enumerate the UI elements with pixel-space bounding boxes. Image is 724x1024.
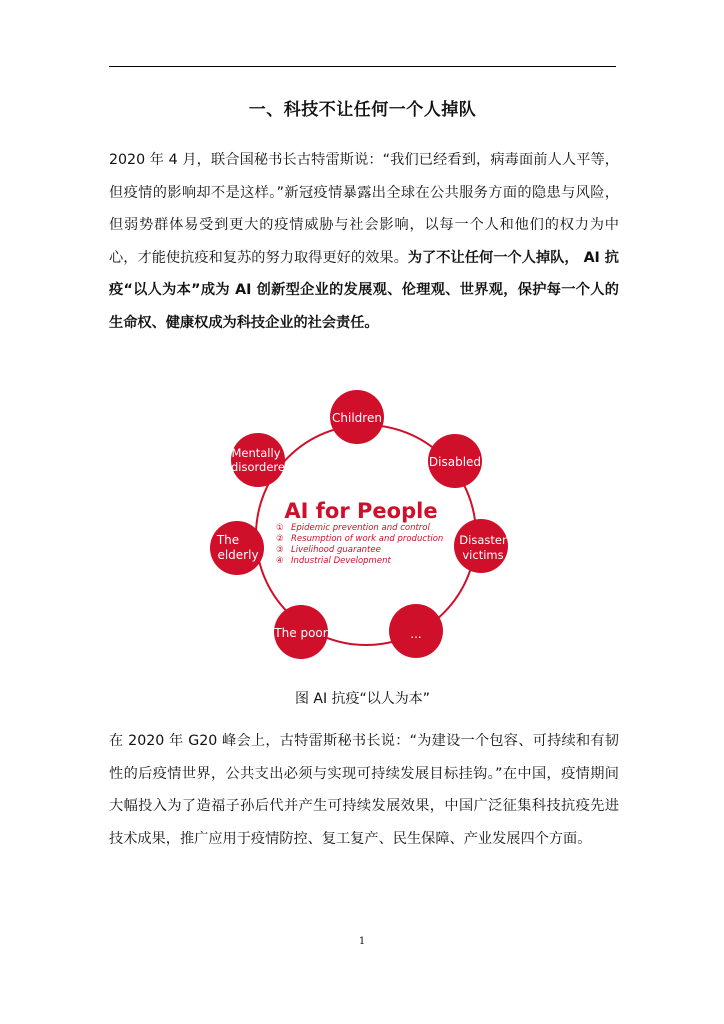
paragraph-2: 在 2020 年 G20 峰会上，古特雷斯秘书长说：“为建设一个包容、可持续和有韧性的后疫情世界，公共支出必须与实现可持续发展目标挂钩。”在中国，疫情期间大幅投入为了造福子孙后代并产生可持续发展效果，中国广泛征集科技抗疫先进技术成果，推广应用于疫情防控、复工复产、民生保障、产业发展四个方面。 [109, 733, 619, 847]
node-children [330, 390, 384, 444]
node-disabled [428, 434, 482, 488]
list-item-4: Industrial Development [291, 556, 391, 566]
paragraph-1-bold-text: 为了不让任何一个人掉队， AI 抗疫“以人为本”成为 AI 创新型企业的发展观、伦理观、世界观，保护每一个人的生命权、健康权成为科技企业的社会责任。 [109, 249, 619, 331]
node-ellipsis [389, 604, 443, 658]
node-mental-label-2: disordere [231, 460, 285, 474]
list-num-4: ④ [276, 556, 284, 566]
header-rule [109, 66, 616, 67]
node-ellipsis-label: ... [410, 627, 422, 641]
paragraph-1 [109, 144, 619, 339]
list-num-3: ③ [276, 545, 284, 555]
node-elderly-label-1: The [216, 533, 240, 547]
list-num-2: ② [276, 534, 284, 544]
ai-for-people-figure [216, 388, 510, 668]
paragraph-1-text: 2020 年 4 月，联合国秘书长古特雷斯说：“我们已经看到，病毒面前人人平等，但疫情的影响却不是这样。”新冠疫情暴露出全球在公共服务方面的隐患与风险，但弱势群体易受到更大的疫情威胁与社会影响，以每一个人和他们的权力为中心，才能使抗疫和复苏的努力取得更好的效果。 [109, 152, 619, 266]
node-disabled-label: Disabled [428, 455, 482, 469]
section-heading: 一、科技不让任何一个人掉队 [248, 100, 477, 120]
node-poor-label: The poor [274, 626, 328, 640]
node-disaster-label-2: victims [462, 548, 504, 562]
node-elderly-label-2: elderly [217, 548, 259, 562]
list-item-2: Resumption of work and production [291, 534, 444, 544]
node-children-label: Children [332, 411, 382, 425]
figure-svg [216, 388, 510, 668]
figure-list [276, 523, 443, 566]
figure-title: AI for People [284, 499, 438, 523]
node-mentally-disordered [231, 433, 285, 487]
node-disaster-victims [454, 519, 508, 573]
node-disaster-label-1: Disaster [459, 533, 507, 547]
node-the-poor [273, 605, 328, 659]
figure-caption: 图 AI 抗疫“以人为本” [294, 691, 431, 707]
page-number: 1 [358, 936, 366, 947]
node-mental-label-1: Mentally [231, 446, 281, 460]
list-num-1: ① [276, 523, 284, 533]
list-item-1: Epidemic prevention and control [291, 523, 430, 533]
list-item-3: Livelihood guarantee [291, 545, 381, 555]
node-the-elderly [210, 521, 264, 575]
